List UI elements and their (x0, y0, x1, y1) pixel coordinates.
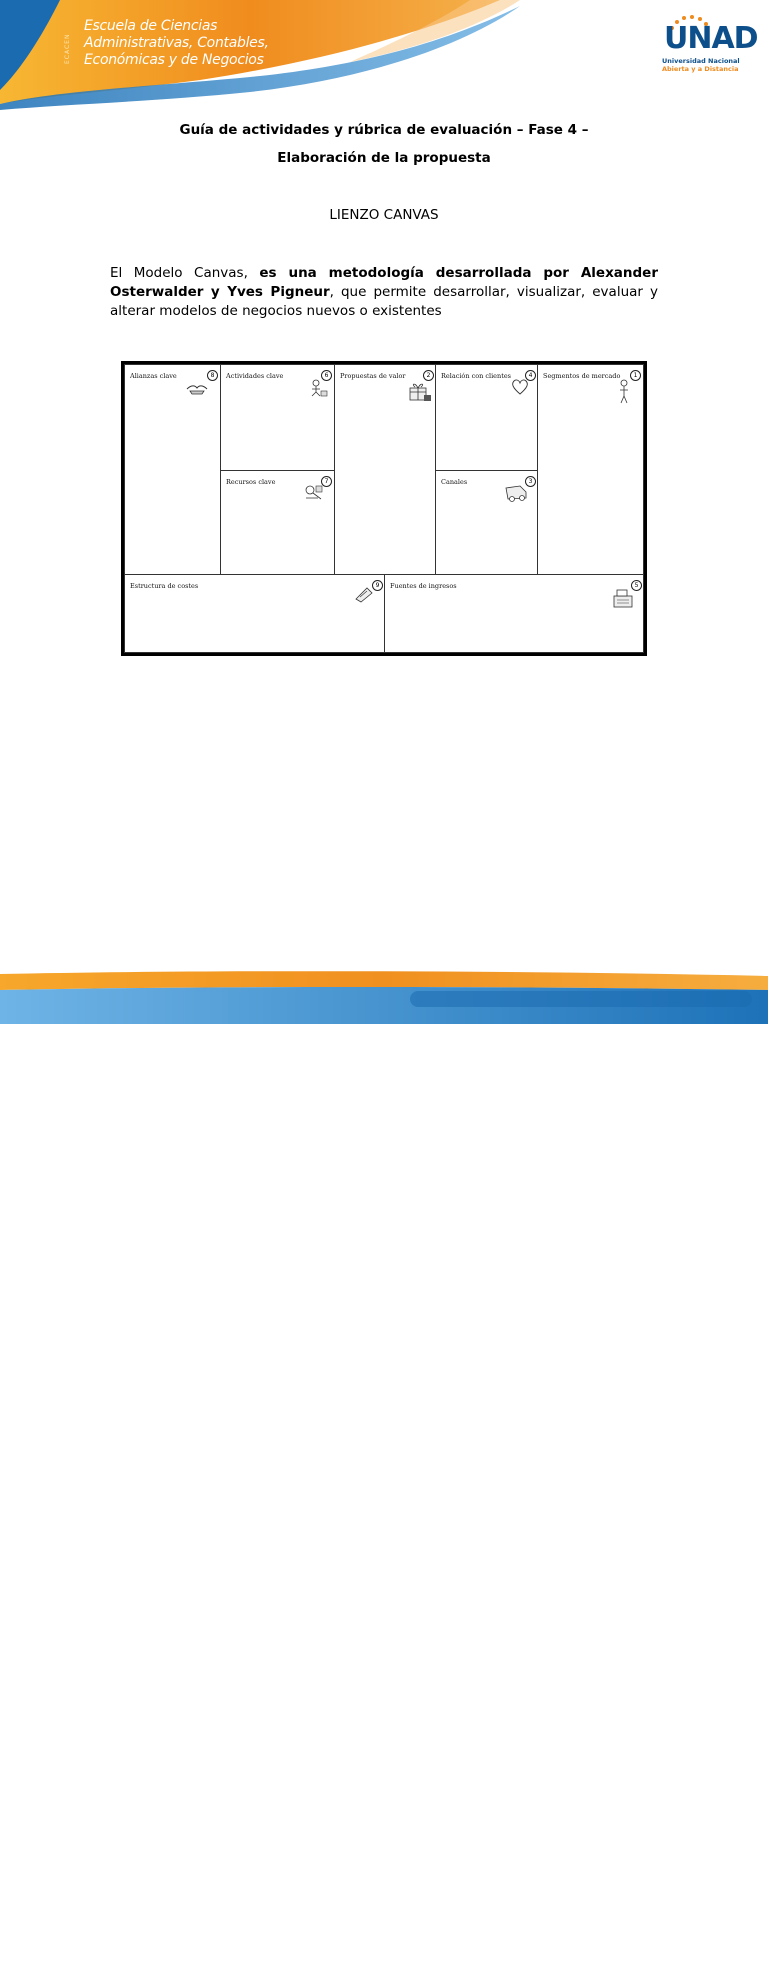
logo-wordmark-text: UNAD (664, 21, 758, 56)
document-title-line-1: Guía de actividades y rúbrica de evaluación – Fase 4 – (179, 122, 589, 138)
canvas-block-label: Segmentos de mercado (543, 372, 621, 380)
canvas-block-number: 4 (525, 370, 536, 381)
canvas-block-number: 9 (372, 580, 383, 591)
notice-text: UNAD © 2020 derechos reservados. (631, 1961, 741, 1968)
canvas-block-label: Canales (441, 478, 468, 486)
canvas-block-label: Recursos clave (226, 478, 276, 486)
canvas-block-recursos (220, 470, 335, 575)
school-name-line: Escuela de Ciencias (84, 18, 218, 34)
business-model-canvas (121, 361, 647, 656)
paragraph-text: , que permite desarrollar, visualizar, evaluar y alterar modelos de negocios nuevos o existentes (110, 284, 658, 319)
worker-icon (307, 379, 329, 397)
header-banner (0, 0, 768, 110)
notice-text: Prohibida su reproducción y copia sin autorización de la UNAD. (418, 1961, 608, 1968)
canvas-block-label: Fuentes de ingresos (390, 582, 457, 590)
heart-icon (510, 377, 530, 397)
footer-banner (0, 966, 768, 1968)
canvas-block-number: 7 (321, 476, 332, 487)
canvas-block-ingresos (384, 574, 644, 653)
section-subtitle: LIENZO CANVAS (329, 207, 439, 223)
canvas-block-costes (124, 574, 385, 653)
logo-wordmark (664, 21, 758, 56)
unad-logo (660, 14, 758, 78)
canvas-block-canales (435, 470, 538, 575)
truck-icon (504, 483, 530, 503)
cash-register-icon (611, 587, 635, 609)
canvas-block-segmentos (537, 364, 644, 575)
gift-icon (407, 379, 433, 403)
intro-paragraph (110, 264, 658, 321)
handshake-icon (185, 379, 209, 397)
footer-swoosh-graphic (0, 966, 768, 1024)
receipt-icon (353, 585, 375, 603)
school-name (84, 18, 344, 69)
logo-subtitle (662, 57, 740, 73)
person-icon (616, 379, 632, 405)
canvas-block-actividades (220, 364, 335, 471)
canvas-block-label: Actividades clave (226, 372, 284, 380)
canvas-block-number: 8 (207, 370, 218, 381)
school-name-line: Administrativas, Contables, (84, 35, 269, 51)
logo-subtitle-line: Abierta y a Distancia (662, 65, 739, 73)
notice-divider: // (619, 1961, 624, 1968)
copyright-notice (410, 1957, 750, 1973)
canvas-block-number: 5 (631, 580, 642, 591)
paragraph-text: El Modelo Canvas, (110, 265, 260, 281)
school-name-line: Económicas y de Negocios (84, 52, 264, 68)
resources-icon (303, 483, 325, 501)
canvas-block-alianzas (124, 364, 221, 575)
canvas-block-relacion (435, 364, 538, 471)
canvas-block-label: Relación con clientes (441, 372, 512, 380)
canvas-block-number: 1 (630, 370, 641, 381)
canvas-block-number: 3 (525, 476, 536, 487)
canvas-block-label: Alianzas clave (130, 372, 177, 380)
school-side-tag: ECACEN (64, 33, 71, 65)
logo-subtitle-line: Universidad Nacional (662, 57, 740, 65)
canvas-block-label: Estructura de costes (130, 582, 199, 590)
canvas-block-label: Propuestas de valor (340, 372, 406, 380)
canvas-block-propuestas (334, 364, 436, 575)
document-title-line-2: Elaboración de la propuesta (277, 150, 491, 166)
paragraph-bold-text: es una metodología desarrollada por Alexander Osterwalder y Yves Pigneur (110, 265, 658, 300)
canvas-block-number: 2 (423, 370, 434, 381)
canvas-block-number: 6 (321, 370, 332, 381)
